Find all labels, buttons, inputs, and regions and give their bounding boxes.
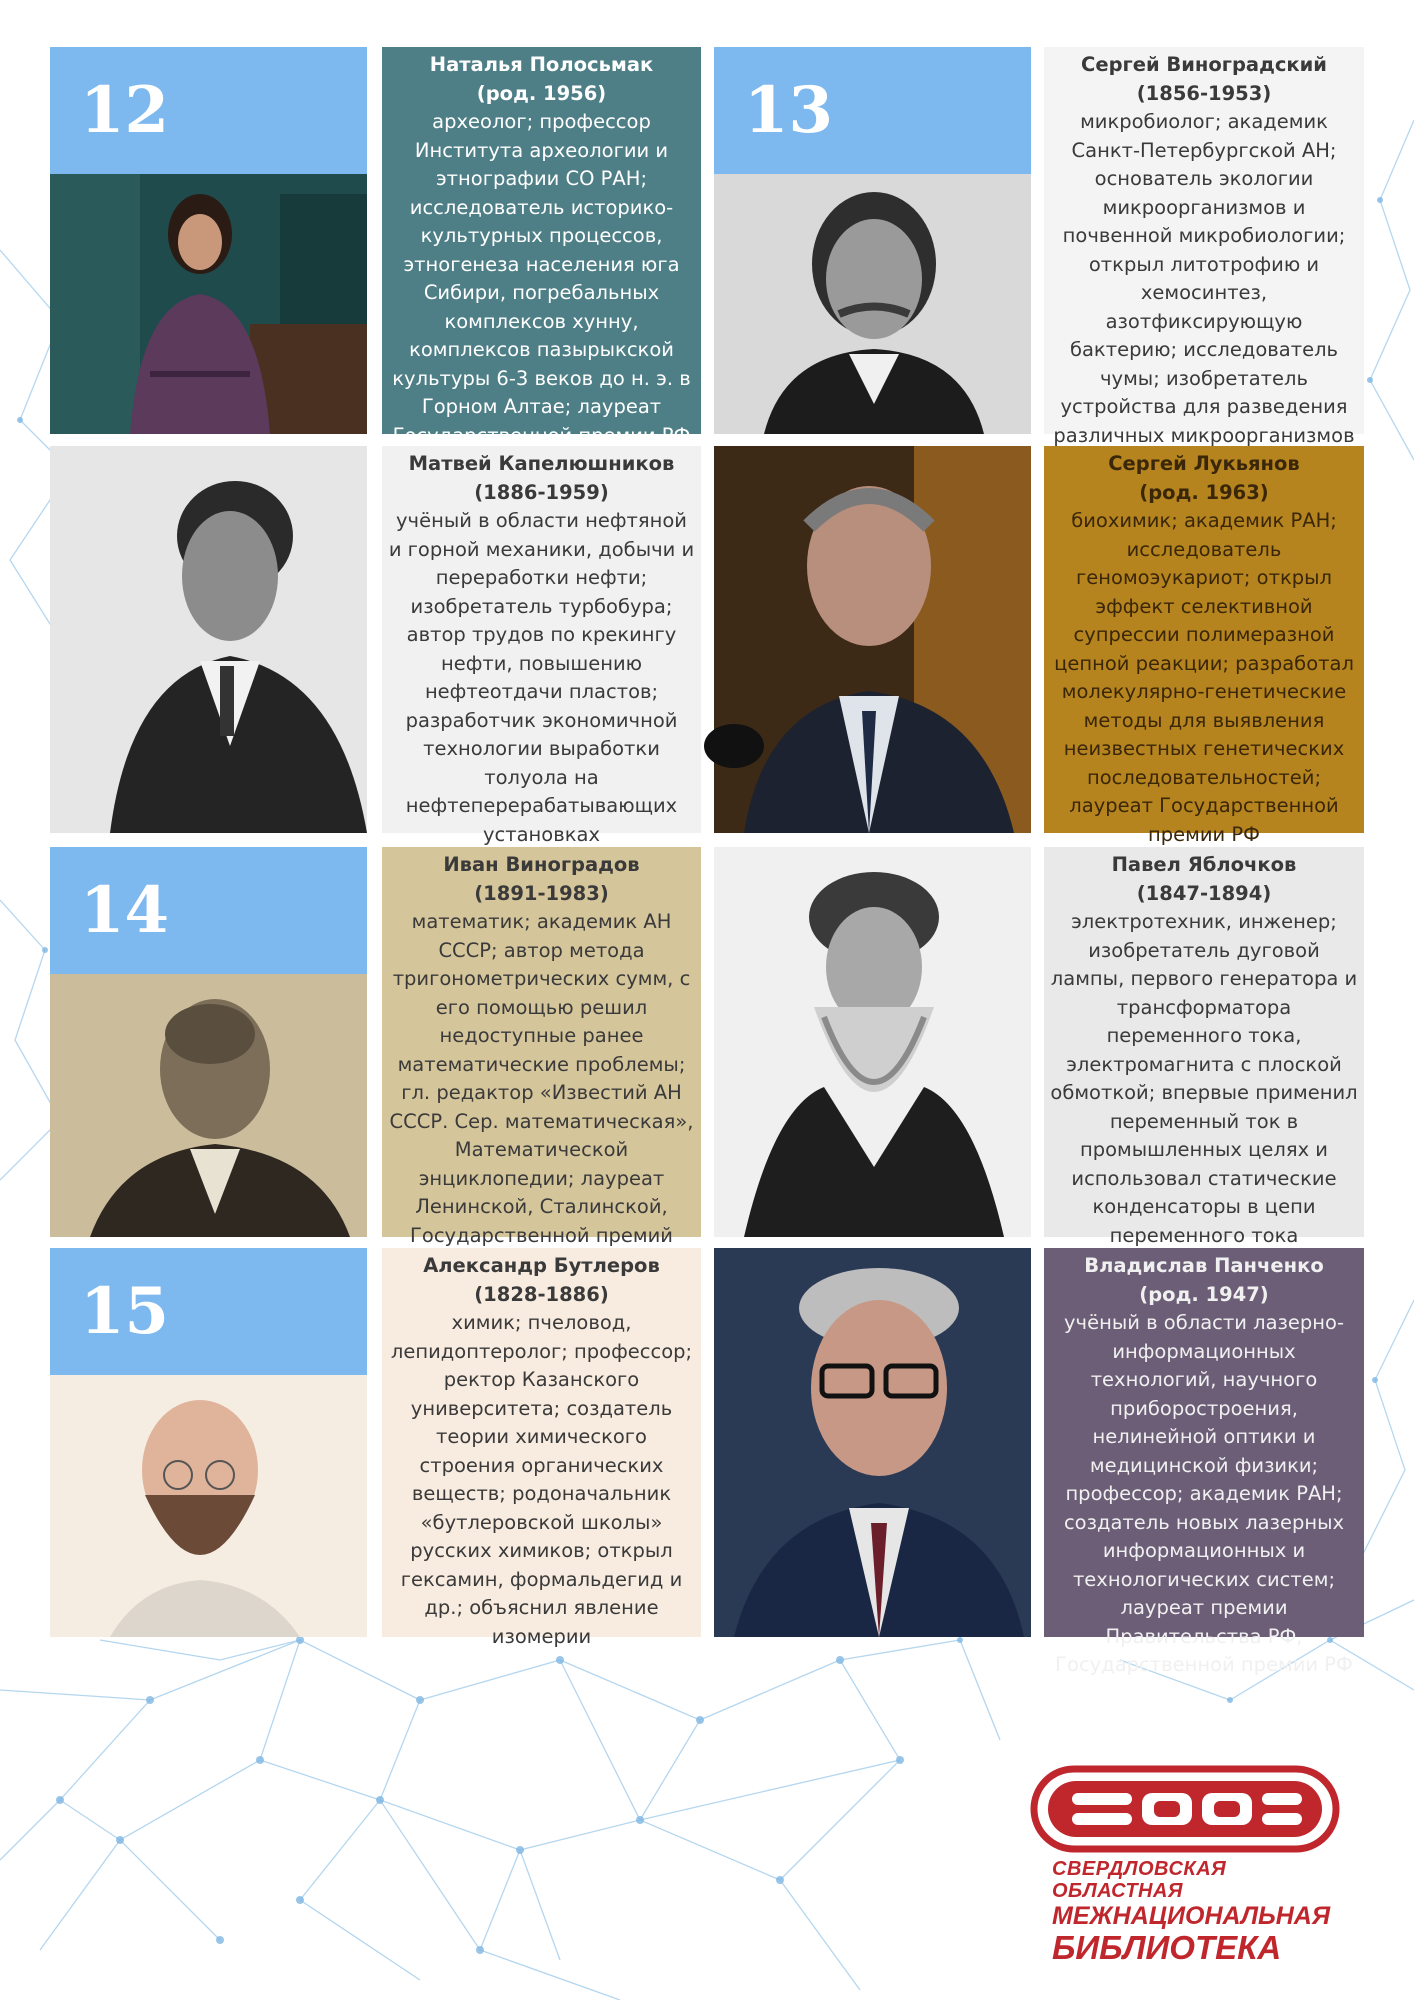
entry-15-text-box: [382, 1248, 701, 1648]
person-description: учёный в области лазерно-информационных технологий, научного приборостроения, нелинейной оптики и медицинской физики; профессор; академик РАН; создатель новых лазерных информационных и технологических систем; лауреат премии Правительства РФ, Государственной премии РФ: [1055, 1311, 1353, 1676]
portrait-vinogradov: [50, 974, 367, 1237]
person-name: Сергей Виноградский: [1081, 53, 1327, 76]
logo-line-1: СВЕРДЛОВСКАЯ ОБЛАСТНАЯ: [1052, 1858, 1227, 1902]
entry-kapelyushnikov-photo-cell: [50, 446, 367, 833]
logo-line-2: МЕЖНАЦИОНАЛЬНАЯ: [1052, 1902, 1331, 1930]
entry-panchenko-photo-cell: [714, 1248, 1031, 1637]
logo-line-3: БИБЛИОТЕКА: [1052, 1929, 1282, 1966]
portrait-yablochkov: [714, 847, 1031, 1237]
person-name: Сергей Лукьянов: [1108, 452, 1300, 475]
entry-13-text-box: [1044, 47, 1364, 447]
person-years: (род. 1947): [1139, 1282, 1269, 1306]
entry-12-photo-cell: [50, 47, 367, 434]
person-years: (род. 1963): [1139, 480, 1269, 504]
person-years: (1828-1886): [474, 1282, 609, 1306]
person-description: химик; пчеловод, лепидоптеролог; профессор; ректор Казанского университета; создатель теории химического строения органических веществ; родоначальник «бутлеровской школы» русских химиков; открыл гексамин, формальдегид и др.; объяснил явление изомерии: [390, 1311, 693, 1648]
person-name: Наталья Полосьмак: [429, 53, 654, 76]
portrait-kapelyushnikov: [50, 446, 367, 833]
entry-kapelyushnikov-text-box: [382, 446, 701, 846]
person-description: математик; академик АН СССР; автор метода тригонометрических сумм, с его помощью решил недоступные ранее математические проблемы; гл. редактор «Известий АН СССР. Сер. математическая», Математической энциклопедии; лауреат Ленинской, Сталинской, Государственной премий: [389, 910, 694, 1247]
entry-15-photo-cell: [50, 1248, 367, 1637]
person-description: электротехник, инженер; изобретатель дуговой лампы, первого генератора и трансформатора переменного тока, электромагнита с плоской обмоткой; впервые применил переменный ток в промышленных целях и использовал статические конденсаторы в цепи переменного тока: [1050, 910, 1358, 1247]
entry-number-badge: 14: [50, 847, 367, 974]
portrait-butlerov: [50, 1375, 367, 1637]
person-name: Александр Бутлеров: [423, 1254, 660, 1277]
entry-number-badge: 13: [714, 47, 1031, 174]
person-name: Владислав Панченко: [1084, 1254, 1324, 1277]
person-years: (1891-1983): [474, 881, 609, 905]
entry-12-text-box: [382, 47, 701, 447]
entry-yablochkov-photo-cell: [714, 847, 1031, 1237]
entry-lukyanov-text-box: [1044, 446, 1364, 846]
person-description: микробиолог; академик Санкт-Петербургской АН; основатель экологии микроорганизмов и почвенной микробиологии; открыл литотрофию и хемосинтез, азотфиксирующую бактерию; исследователь чумы; изобретатель устройства для разведения различных микроорганизмов: [1053, 110, 1355, 447]
person-years: (род. 1956): [476, 81, 607, 105]
person-years: (1847-1894): [1136, 881, 1272, 905]
portrait-vinogradsky: [714, 174, 1031, 434]
entry-number-badge: 15: [50, 1248, 367, 1375]
entry-panchenko-text-box: [1044, 1248, 1364, 1676]
person-years: (1886-1959): [474, 480, 609, 504]
entry-13-photo-cell: [714, 47, 1031, 434]
library-logo-caption: [1052, 1858, 1342, 1966]
portrait-panchenko: [714, 1248, 1031, 1637]
person-description: учёный в области нефтяной и горной механики, добычи и переработки нефти; изобретатель турбобура; автор трудов по крекингу нефти, повышению нефтеотдачи пластов; разработчик экономичной технологии выработки толуола на нефтеперерабатывающих установках: [388, 509, 695, 846]
person-name: Павел Яблочков: [1111, 853, 1297, 876]
entry-14-photo-cell: [50, 847, 367, 1237]
person-description: археолог; профессор Института археологии и этнографии СО РАН; исследователь историко-культурных процессов, этногенеза населения юга Сибири, погребальных комплексов хунну, комплексов пазырыкской культуры 6-3 веков до н. э. в Горном Алтае; лауреат Государственной премии РФ: [392, 110, 691, 447]
entry-number-badge: 12: [50, 47, 367, 174]
entry-yablochkov-text-box: [1044, 847, 1364, 1247]
person-description: биохимик; академик РАН; исследователь геномоэукариот; открыл эффект селективной супрессии полимеразной цепной реакции; разработал молекулярно-генетические методы для выявления неизвестных генетических последовательностей; лауреат Государственной премии РФ: [1054, 509, 1354, 846]
entry-14-text-box: [382, 847, 701, 1247]
entry-lukyanov-photo-cell: [714, 446, 1031, 833]
person-name: Иван Виноградов: [443, 853, 640, 876]
portrait-polosmak: [50, 174, 367, 434]
person-name: Матвей Капелюшников: [408, 452, 675, 475]
person-years: (1856-1953): [1136, 81, 1272, 105]
portrait-lukyanov: [714, 446, 1031, 833]
